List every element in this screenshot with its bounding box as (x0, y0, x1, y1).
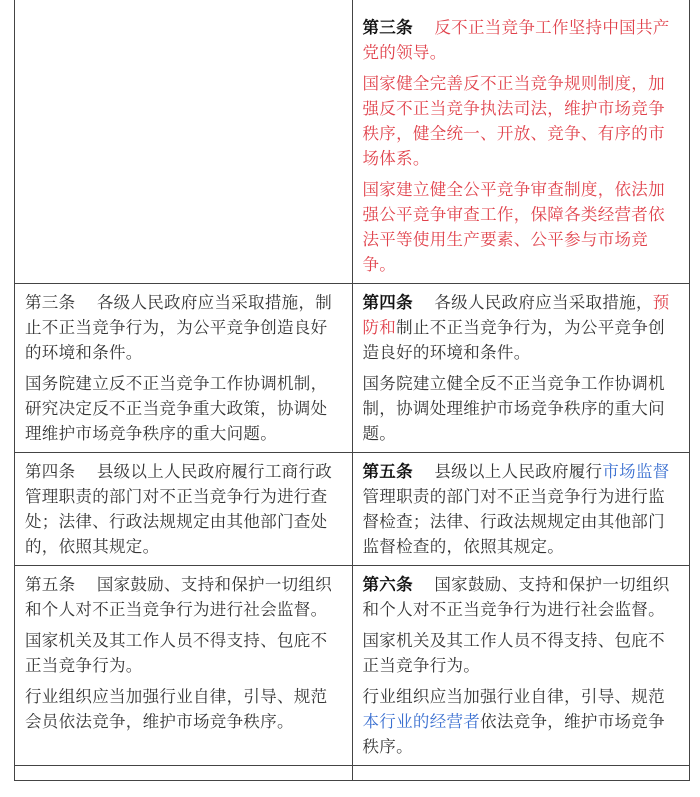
old-text-cell (15, 766, 353, 781)
old-text-cell (15, 0, 353, 284)
article-text: 依法竞争，维护市场竞争秩序。 (362, 712, 665, 756)
article-number: 第三条 (25, 293, 76, 312)
article-paragraph (363, 290, 682, 365)
article-number: 第五条 (25, 575, 76, 594)
article-number: 第六条 (362, 575, 413, 594)
added-text: 反不正当竞争工作坚持中国共产党的领导。 (362, 18, 670, 62)
added-paragraph: 国家建立健全公平竞争审查制度，依法加强公平竞争审查工作，保障各类经营者依法平等使用生产要素、公平参与市场竞争。 (362, 180, 665, 274)
new-text-cell (352, 453, 690, 566)
article-paragraph (363, 459, 682, 559)
article-text: 管理职责的部门对不正当竞争行为进行监督检查；法律、行政法规规定由其他部门监督检查的，依照其规定。 (362, 487, 665, 556)
table-row (15, 566, 690, 766)
article-paragraph (25, 290, 344, 365)
article-paragraph: 行业组织应当加强行业自律，引导、规范会员依法竞争，维护市场竞争秩序。 (25, 687, 328, 731)
article-paragraph (25, 572, 344, 622)
article-paragraph: 国家机关及其工作人员不得支持、包庇不正当竞争行为。 (25, 631, 328, 675)
modified-text: 市场监督 (602, 462, 670, 481)
new-text-cell (352, 0, 690, 284)
old-text-cell (15, 284, 353, 453)
article-text: 制止不正当竞争行为，为公平竞争创造良好的环境和条件。 (362, 318, 665, 362)
article-number: 第五条 (362, 462, 413, 481)
old-text-cell (15, 566, 353, 766)
article-text: 国家鼓励、支持和保护一切组织和个人对不正当竞争行为进行社会监督。 (25, 575, 333, 619)
table-row (15, 284, 690, 453)
modified-text: 本行业的经营者 (362, 712, 481, 731)
article-text: 县级以上人民政府履行工商行政管理职责的部门对不正当竞争行为进行查处；法律、行政法规规定由其他部门查处的，依照其规定。 (25, 462, 333, 556)
table-row (15, 0, 690, 284)
article-text: 县级以上人民政府履行 (434, 462, 603, 481)
article-number: 第三条 (362, 18, 413, 37)
article-number: 第四条 (25, 462, 76, 481)
new-text-cell (352, 766, 690, 781)
article-paragraph: 国务院建立反不正当竞争工作协调机制，研究决定反不正当竞争重大政策，协调处理维护市场竞争秩序的重大问题。 (25, 374, 328, 443)
table-row (15, 453, 690, 566)
article-paragraph (363, 572, 682, 622)
added-text: 预防和 (362, 293, 670, 337)
article-text: 各级人民政府应当采取措施， (434, 293, 653, 312)
new-text-cell (352, 566, 690, 766)
article-text: 各级人民政府应当采取措施，制止不正当竞争行为，为公平竞争创造良好的环境和条件。 (25, 293, 333, 362)
article-paragraph: 国务院建立健全反不正当竞争工作协调机制，协调处理维护市场竞争秩序的重大问题。 (362, 374, 665, 443)
new-text-cell (352, 284, 690, 453)
article-text: 国家鼓励、支持和保护一切组织和个人对不正当竞争行为进行社会监督。 (362, 575, 670, 619)
added-paragraph: 国家健全完善反不正当竞争规则制度，加强反不正当竞争执法司法，维护市场竞争秩序，健全统一、开放、竞争、有序的市场体系。 (362, 74, 665, 168)
old-text-cell (15, 453, 353, 566)
article-paragraph: 国家机关及其工作人员不得支持、包庇不正当竞争行为。 (362, 631, 665, 675)
article-text: 行业组织应当加强行业自律，引导、规范 (362, 687, 665, 706)
table-row (15, 766, 690, 781)
article-number: 第四条 (362, 293, 413, 312)
law-comparison-table (14, 0, 690, 781)
article-paragraph (363, 684, 682, 759)
article-paragraph (25, 459, 344, 559)
article-paragraph (363, 15, 682, 65)
